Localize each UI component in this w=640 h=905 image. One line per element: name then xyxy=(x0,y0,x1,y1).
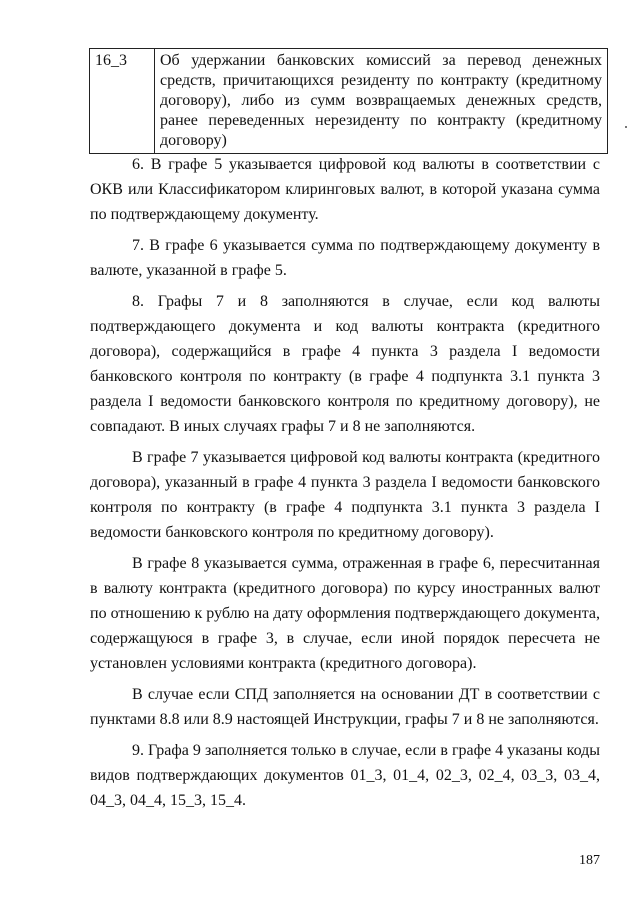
table-row xyxy=(90,49,608,154)
paragraph-7: 7. В графе 6 указывается сумма по подтверждающему документу в валюте, указанной в графе 5. xyxy=(90,237,600,279)
document-codes-table xyxy=(89,48,608,154)
paragraph-8-column-8: В графе 8 указывается сумма, отраженная в графе 6, пересчитанная в валюту контракта (кредитного договора) по курсу иностранных валют по отношению к рублю на дату оформления подтверждающего документа, содержащуюся в графе 3, в случае, если иной порядок пересчета не установлен условиями контракта (кредитного договора). xyxy=(90,555,600,672)
paragraph-8: 8. Графы 7 и 8 заполняются в случае, если код валюты подтверждающего документа и код валюты контракта (кредитного договора), содержащийся в графе 4 пункта 3 раздела I ведомости банковского контроля по контракту (в графе 4 подпункта 3.1 пункта 3 раздела I ведомости банковского контроля по кредитному договору), не совпадают. В иных случаях графы 7 и 8 не заполняются. xyxy=(90,293,600,435)
paragraph-8-spd-exception: В случае если СПД заполняется на основании ДТ в соответствии с пунктами 8.8 или 8.9 настоящей Инструкции, графы 7 и 8 не заполняются. xyxy=(90,686,600,728)
document-description-cell: Об удержании банковских комиссий за перевод денежных средств, причитающихся резиденту по контракту (кредитному договору), либо из сумм возвращаемых денежных средств, ранее переведенных нерезиденту по контракту (кредитному договору) xyxy=(155,49,608,154)
page-number: 187 xyxy=(579,853,600,868)
paragraph-9: 9. Графа 9 заполняется только в случае, если в графе 4 указаны коды видов подтверждающих документов 01_3, 01_4, 02_3, 02_4, 03_3, 03_4, 04_3, 04_4, 15_3, 15_4. xyxy=(90,742,600,809)
paragraph-6: 6. В графе 5 указывается цифровой код валюты в соответствии с ОКВ или Классификатором клиринговых валют, в которой указана сумма по подтверждающему документу. xyxy=(90,156,600,223)
document-code-cell: 16_3 xyxy=(90,49,155,154)
body-text xyxy=(90,152,600,819)
scan-speck xyxy=(625,126,627,128)
paragraph-8-column-7: В графе 7 указывается цифровой код валюты контракта (кредитного договора), указанный в графе 4 пункта 3 раздела I ведомости банковского контроля по контракту (в графе 4 подпункта 3.1 пункта 3 раздела I ведомости банковского контроля по кредитному договору). xyxy=(90,449,600,541)
